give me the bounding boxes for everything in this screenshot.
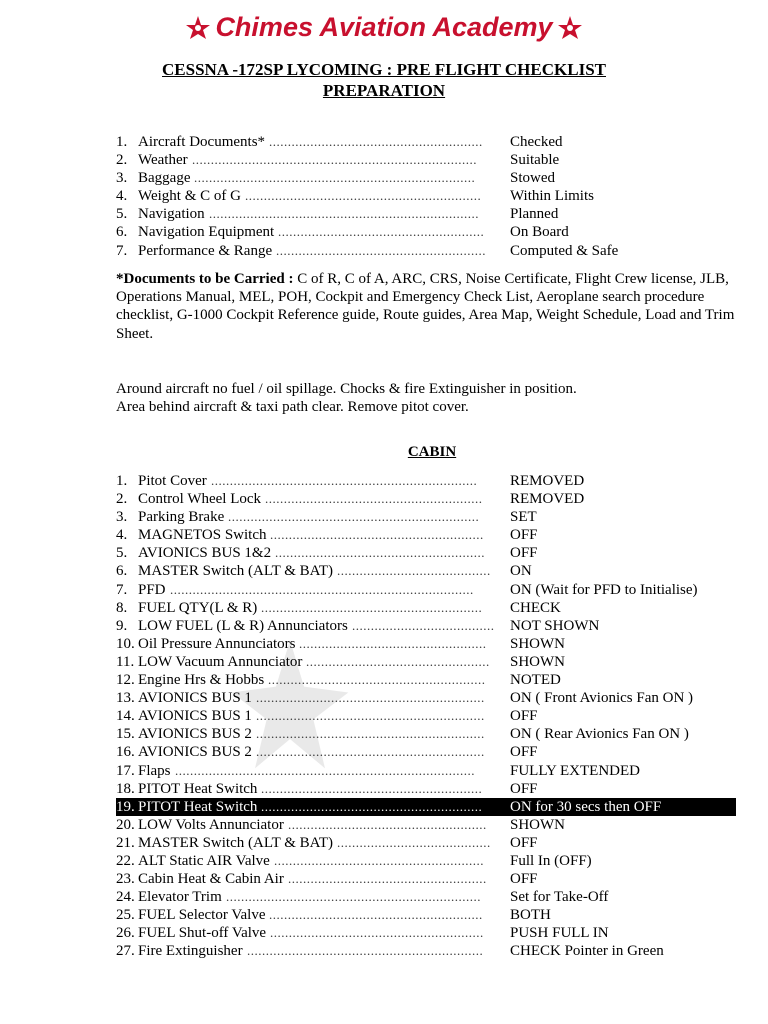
cabin-leader-dots: .................................................. [299,635,487,651]
cabin-value: NOTED [510,672,561,689]
prep-number: 4. [116,188,128,205]
cabin-label: FUEL Selector Valve [138,907,266,924]
cabin-leader-dots: ......................................................... [270,527,484,543]
cabin-leader-dots: ...................................... [352,617,495,633]
academy-brand [185,12,582,43]
prep-label: Navigation Equipment [138,224,275,241]
cabin-label: MAGNETOS Switch [138,527,267,544]
cabin-number: 11. [116,653,135,670]
cabin-label: LOW Vacuum Annunciator [138,653,303,670]
cabin-label: Elevator Trim [138,889,222,906]
cabin-label: AVIONICS BUS 1&2 [138,545,272,562]
cabin-leader-dots: ............................................................... [247,943,484,959]
cabin-value: FULLY EXTENDED [510,762,641,779]
cabin-row [116,852,736,870]
cabin-leader-dots: ................................................................... [228,509,480,525]
cabin-row [116,544,736,562]
prep-leader-dots: ........................................................................ [209,206,479,222]
cabin-leader-dots: ......................................................... [270,925,484,941]
cabin-row [116,490,736,508]
cabin-leader-dots: ........................................................... [261,599,483,615]
cabin-leader-dots: ......................................... [337,563,491,579]
cabin-row [116,725,736,743]
cabin-leader-dots: ....................................................................... [211,473,478,488]
cabin-number: 18. [116,780,135,797]
cabin-label: MASTER Switch (ALT & BAT) [138,834,334,851]
cabin-value: SHOWN [510,653,565,670]
cabin-leader-dots: ........................................................ [274,852,484,868]
prep-number: 1. [116,134,128,150]
cabin-row [116,888,736,906]
cabin-row [116,816,736,834]
cabin-leader-dots: ................................................................................ [175,762,475,778]
cabin-row [116,581,736,599]
cabin-label: Engine Hrs & Hobbs [138,672,265,689]
cabin-leader-dots: ............................................................. [256,744,485,760]
cabin-leader-dots: ..................................................... [288,816,487,832]
prep-row [116,169,736,187]
cabin-number: 19. [116,798,135,815]
cabin-number: 21. [116,834,135,851]
cabin-value: ON (Wait for PFD to Initialise) [510,581,698,598]
prep-leader-dots: ........................................................ [276,242,486,258]
prep-row [116,187,736,205]
cabin-value: REMOVED [510,491,585,508]
title-line-2: PREPARATION [322,81,446,100]
page-header [0,12,768,46]
cabin-number: 8. [116,599,128,616]
cabin-value: CHECK Pointer in Green [510,943,664,960]
cabin-row [116,653,736,671]
cabin-leader-dots: ......................................... [337,834,491,850]
cabin-number: 2. [116,491,128,508]
cabin-value: REMOVED [510,473,585,489]
prep-label: Baggage [138,170,191,187]
cabin-heading: CABIN [407,444,457,460]
cabin-number: 7. [116,581,128,598]
cabin-value: OFF [510,780,538,797]
cabin-row [116,906,736,924]
prep-row [116,133,736,151]
cabin-value: NOT SHOWN [510,617,600,634]
prep-value: Computed & Safe [510,242,619,259]
title-line-1: CESSNA -172SP LYCOMING : PRE FLIGHT CHECKLIST [162,60,606,79]
prep-row [116,242,736,260]
preparation-list [116,133,736,260]
prep-number: 2. [116,152,128,169]
cabin-number: 26. [116,925,135,942]
cabin-number: 16. [116,744,135,761]
cabin-row [116,526,736,544]
prep-label: Navigation [138,206,205,223]
cabin-leader-dots: .......................................................... [265,491,483,507]
cabin-label: AVIONICS BUS 1 [138,690,252,707]
cabin-label: LOW Volts Annunciator [138,816,284,833]
cabin-number: 17. [116,762,135,779]
cabin-value: OFF [510,527,538,544]
cabin-label: FUEL QTY(L & R) [138,599,258,616]
cabin-leader-dots: ........................................................... [261,798,483,814]
cabin-value: OFF [510,871,538,888]
cabin-row [116,798,736,816]
documents-note-text: C of R, C of A, ARC, CRS, Noise Certificate, Flight Crew license, JLB, Operations Manual, MEL, POH, Cockpit and Emergency Check List, Aeroplane search procedure checklist, G-1000 Cockpit Reference guide, Route guides, Area Map, Weight Schedule, Load and Trim Sheet. [116,271,735,342]
prep-number: 7. [116,242,128,259]
prep-value: Suitable [510,152,560,169]
cabin-leader-dots: .................................................................... [226,889,481,905]
prep-number: 6. [116,224,128,241]
cabin-leader-dots: ............................................................. [256,690,485,706]
cabin-number: 12. [116,672,135,689]
cabin-value: BOTH [510,907,551,924]
cabin-row [116,942,736,960]
cabin-row [116,472,736,490]
cabin-number: 5. [116,545,128,562]
cabin-value: OFF [510,708,538,725]
prep-number: 3. [116,170,128,187]
prep-number: 5. [116,206,128,223]
cabin-row [116,780,736,798]
cabin-value: SHOWN [510,816,565,833]
cabin-row [116,635,736,653]
cabin-label: Control Wheel Lock [138,491,262,508]
cabin-leader-dots: ..................................................... [288,871,487,887]
cabin-value: ON [510,563,532,580]
prep-leader-dots: ........................................................................... [194,170,476,186]
cabin-label: AVIONICS BUS 2 [138,726,252,743]
cabin-row [116,562,736,580]
cabin-label: ALT Static AIR Valve [138,852,270,869]
prep-row [116,151,736,169]
prep-value: Checked [510,134,563,150]
cabin-leader-dots: ............................................................. [256,708,485,724]
cabin-number: 10. [116,635,135,652]
cabin-number: 20. [116,816,135,833]
around-aircraft-line-2: Area behind aircraft & taxi path clear. Remove pitot cover. [116,399,469,416]
prep-value: On Board [510,224,569,241]
cabin-value: SHOWN [510,635,565,652]
around-aircraft-line-1: Around aircraft no fuel / oil spillage. Chocks & fire Extinguisher in position. [116,381,577,397]
cabin-number: 1. [116,473,128,489]
cabin-number: 3. [116,509,128,526]
cabin-label: PITOT Heat Switch [138,798,258,815]
cabin-value: SET [510,509,537,526]
cabin-row [116,689,736,707]
cabin-label: Oil Pressure Annunciators [138,635,296,652]
cabin-value: ON for 30 secs then OFF [510,798,662,815]
cabin-value: ON ( Rear Avionics Fan ON ) [510,726,689,743]
prep-leader-dots: ....................................................... [278,224,485,240]
cabin-leader-dots: ................................................................................. [170,581,474,597]
cabin-number: 15. [116,726,135,743]
cabin-leader-dots: ........................................................ [275,545,485,561]
star-logo-icon [557,15,583,41]
cabin-number: 9. [116,617,128,634]
cabin-label: PFD [138,581,166,598]
prep-leader-dots: ......................................................... [269,134,483,149]
cabin-label: Fire Extinguisher [138,943,243,960]
cabin-value: OFF [510,545,538,562]
cabin-label: AVIONICS BUS 2 [138,744,252,761]
prep-label: Weight & C of G [138,188,241,205]
cabin-leader-dots: .......................................................... [268,672,486,688]
prep-leader-dots: ............................................................... [245,188,482,204]
prep-value: Stowed [510,170,555,187]
cabin-label: Parking Brake [138,509,225,526]
cabin-row [116,924,736,942]
cabin-number: 14. [116,708,135,725]
documents-note-heading: *Documents to be Carried : [116,271,294,287]
cabin-row [116,834,736,852]
cabin-row [116,671,736,689]
around-aircraft-note [116,380,752,416]
cabin-label: PITOT Heat Switch [138,780,258,797]
prep-label: Weather [138,152,188,169]
cabin-row [116,599,736,617]
cabin-label: Pitot Cover [138,473,207,489]
cabin-number: 4. [116,527,128,544]
prep-label: Aircraft Documents* [138,134,266,150]
checklist-title [0,59,768,101]
cabin-label: Flaps [138,762,171,779]
cabin-value: CHECK [510,599,561,616]
cabin-label: MASTER Switch (ALT & BAT) [138,563,334,580]
prep-row [116,205,736,223]
star-logo-icon [185,15,211,41]
prep-row [116,223,736,241]
cabin-value: OFF [510,744,538,761]
cabin-number: 22. [116,852,135,869]
cabin-label: AVIONICS BUS 1 [138,708,252,725]
cabin-row [116,617,736,635]
cabin-value: OFF [510,834,538,851]
documents-note [116,270,752,343]
cabin-value: Full In (OFF) [510,852,592,869]
cabin-number: 23. [116,871,135,888]
cabin-number: 25. [116,907,135,924]
cabin-value: ON ( Front Avionics Fan ON ) [510,690,694,707]
cabin-label: LOW FUEL (L & R) Annunciators [138,617,348,634]
cabin-leader-dots: ........................................................... [261,780,483,796]
prep-value: Within Limits [510,188,594,205]
cabin-label: FUEL Shut-off Valve [138,925,267,942]
cabin-value: Set for Take-Off [510,889,609,906]
cabin-number: 13. [116,690,135,707]
prep-label: Performance & Range [138,242,273,259]
academy-name: Chimes Aviation Academy [215,12,553,42]
cabin-leader-dots: ................................................. [306,653,490,669]
cabin-number: 6. [116,563,128,580]
cabin-number: 24. [116,889,135,906]
cabin-row [116,508,736,526]
cabin-row [116,707,736,725]
cabin-row [116,870,736,888]
cabin-leader-dots: ......................................................... [269,907,483,923]
prep-value: Planned [510,206,559,223]
cabin-leader-dots: ............................................................. [256,726,485,742]
cabin-number: 27. [116,943,135,960]
cabin-checklist [116,472,736,961]
prep-leader-dots: ............................................................................ [192,152,477,168]
cabin-row [116,743,736,761]
cabin-value: PUSH FULL IN [510,925,609,942]
cabin-label: Cabin Heat & Cabin Air [138,871,284,888]
cabin-row [116,762,736,780]
